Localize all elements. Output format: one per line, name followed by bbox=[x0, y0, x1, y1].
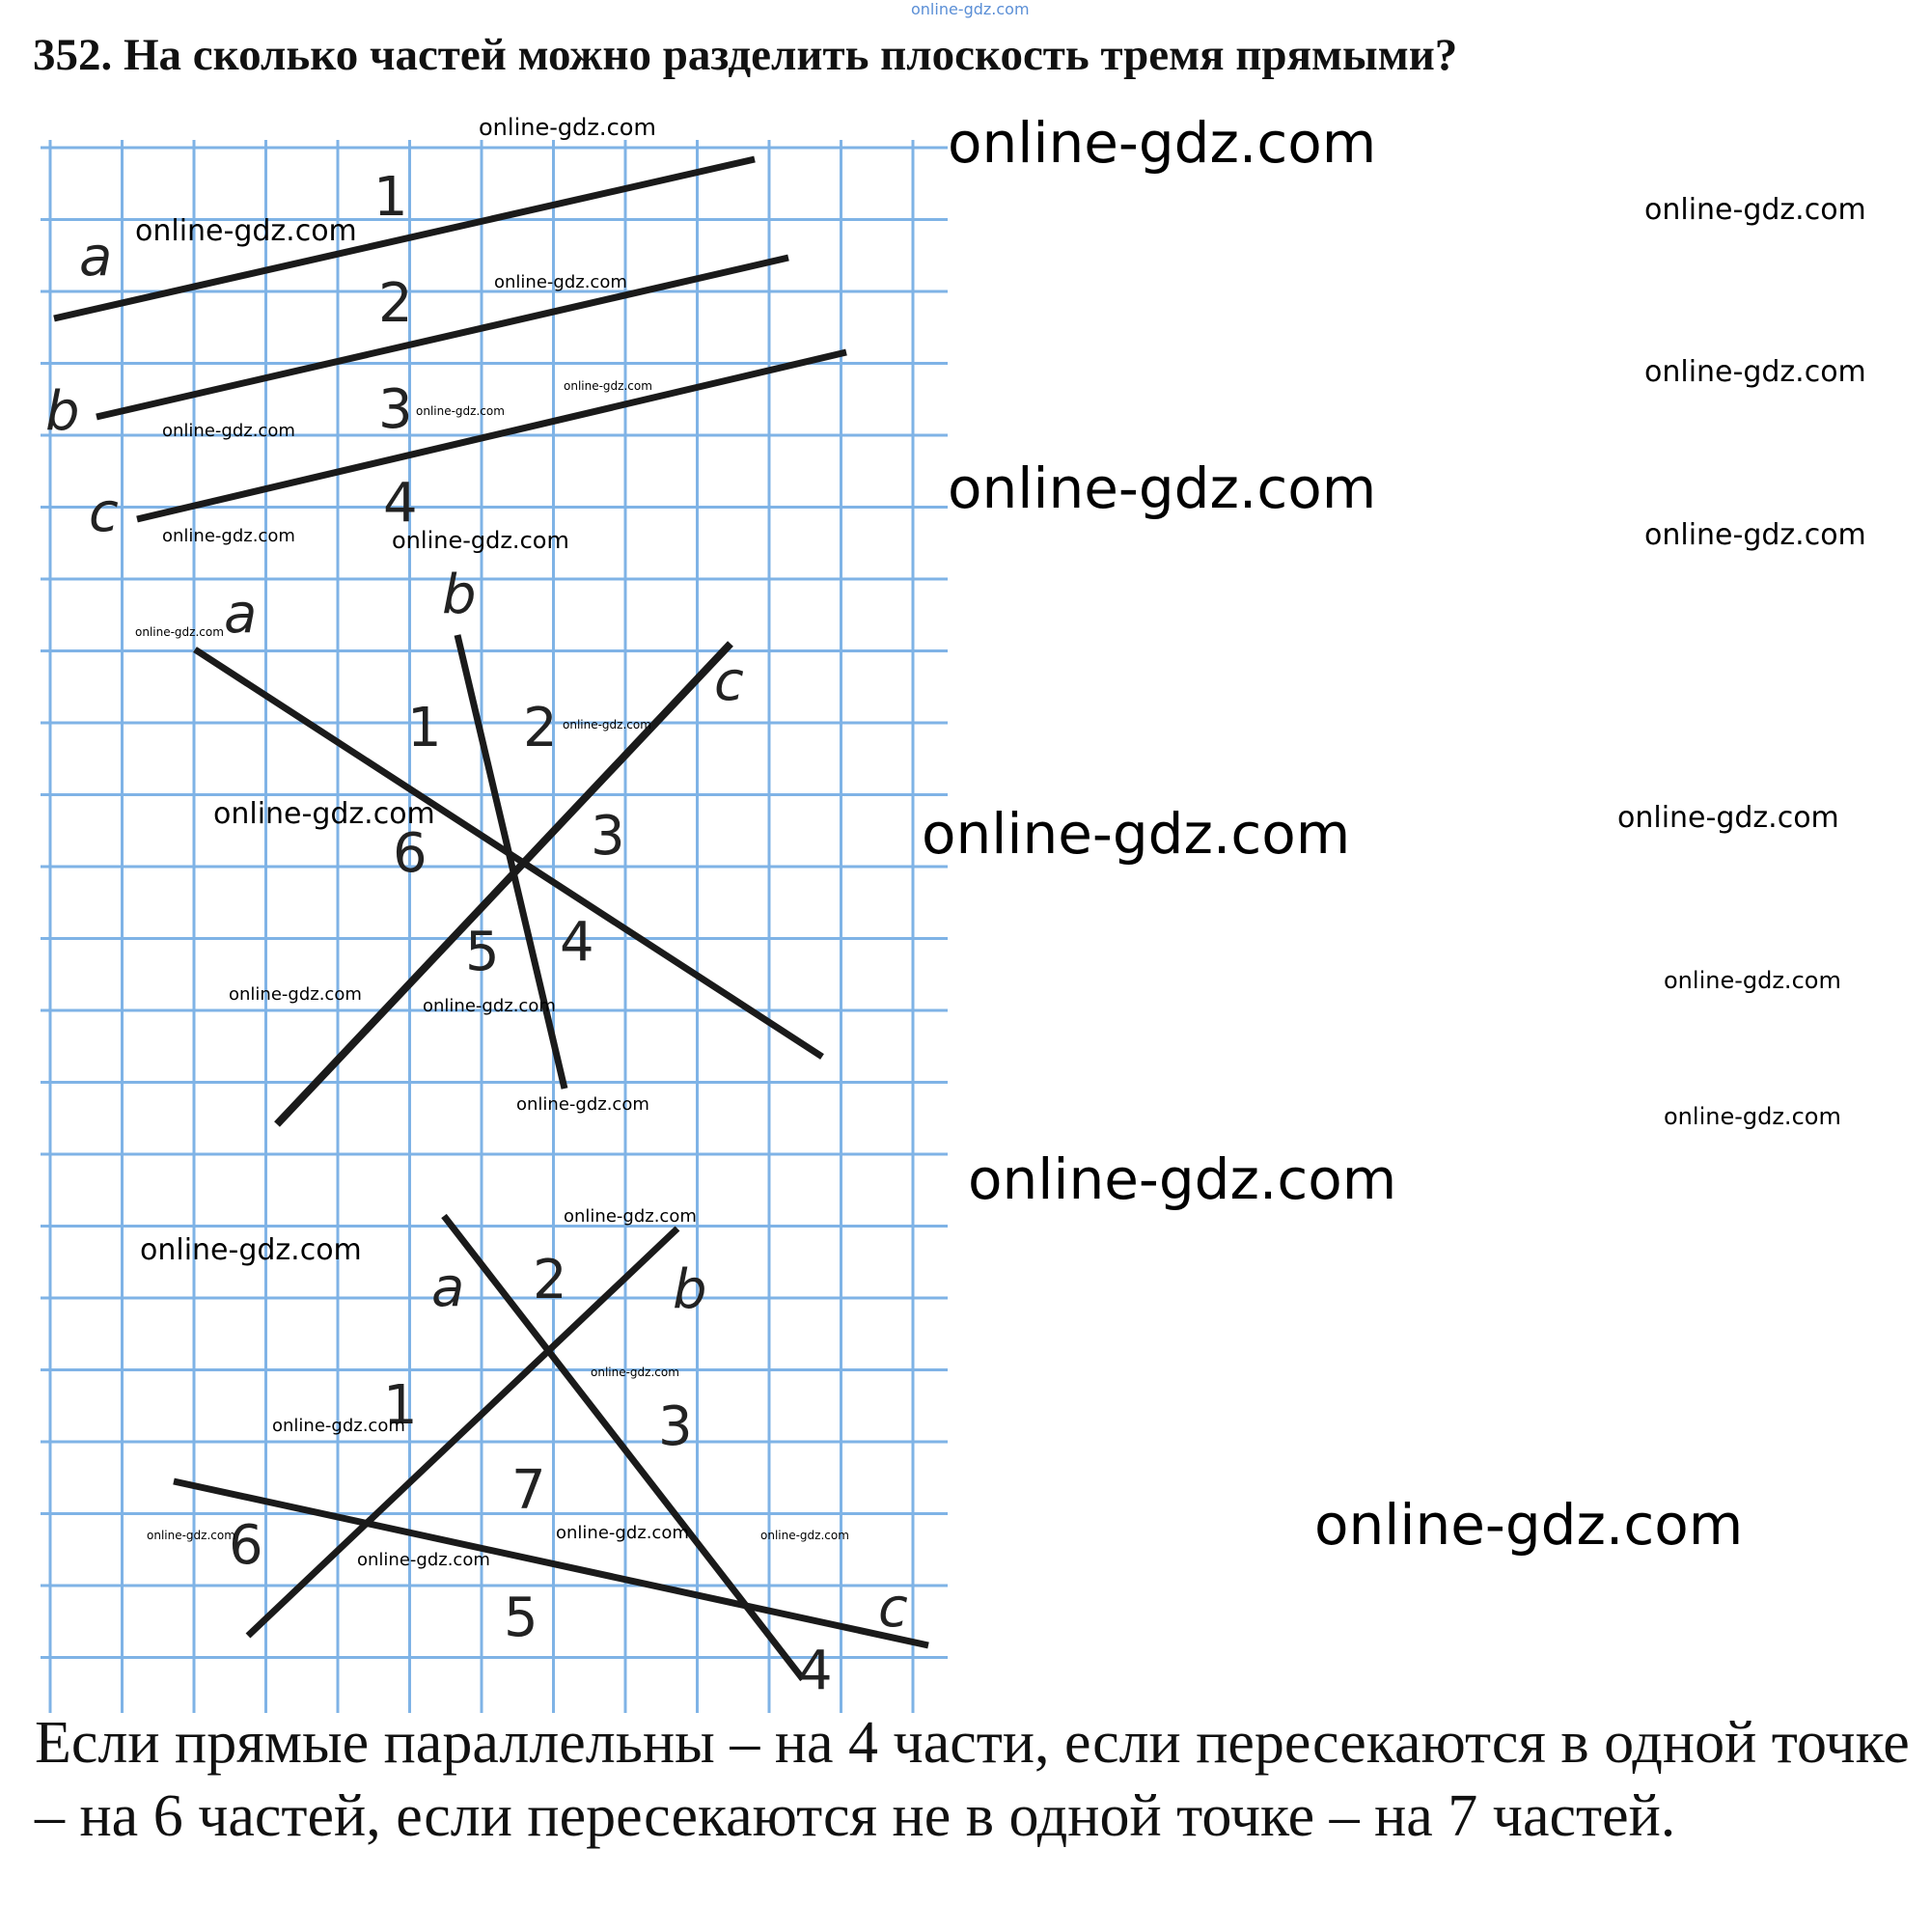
letter-a: a bbox=[431, 1256, 465, 1319]
watermark: online-gdz.com bbox=[1644, 518, 1866, 552]
watermark: online-gdz.com bbox=[563, 718, 651, 731]
region-4: 4 bbox=[560, 911, 594, 974]
region-2: 2 bbox=[523, 697, 558, 759]
watermark: online-gdz.com bbox=[135, 214, 357, 248]
region-5: 5 bbox=[504, 1587, 538, 1649]
watermark: online-gdz.com bbox=[162, 421, 295, 441]
region-2: 2 bbox=[378, 272, 413, 335]
watermark: online-gdz.com bbox=[516, 1094, 649, 1115]
region-6: 6 bbox=[229, 1514, 263, 1577]
watermark: online-gdz.com bbox=[948, 455, 1377, 521]
watermark: online-gdz.com bbox=[272, 1416, 405, 1436]
watermark: online-gdz.com bbox=[147, 1529, 235, 1542]
watermark: online-gdz.com bbox=[229, 984, 362, 1005]
watermark: online-gdz.com bbox=[948, 110, 1377, 176]
watermark: online-gdz.com bbox=[416, 404, 505, 418]
watermark: online-gdz.com bbox=[556, 1523, 689, 1543]
watermark: online-gdz.com bbox=[423, 996, 556, 1016]
region-7: 7 bbox=[511, 1459, 546, 1522]
watermark: online-gdz.com bbox=[564, 379, 652, 393]
region-4: 4 bbox=[383, 472, 418, 535]
watermark: online-gdz.com bbox=[494, 272, 627, 292]
watermark: online-gdz.com bbox=[479, 114, 656, 141]
watermark: online-gdz.com bbox=[357, 1550, 490, 1570]
grid-figure bbox=[41, 140, 948, 1713]
letter-c: c bbox=[878, 1577, 908, 1640]
top-watermark: online-gdz.com bbox=[911, 0, 1030, 18]
watermark: online-gdz.com bbox=[135, 625, 224, 639]
region-6: 6 bbox=[393, 822, 428, 885]
watermark: online-gdz.com bbox=[968, 1146, 1397, 1212]
answer-text: Если прямые параллельны – на 4 части, если пересекаются в одной точке – на 6 частей, если пересекаются не в одной точке – на 7 частей. bbox=[35, 1710, 1910, 1849]
region-3: 3 bbox=[658, 1395, 693, 1458]
watermark: online-gdz.com bbox=[1664, 967, 1841, 994]
letter-b: b bbox=[442, 564, 477, 626]
region-5: 5 bbox=[465, 921, 500, 983]
watermark: online-gdz.com bbox=[1644, 193, 1866, 227]
watermark: online-gdz.com bbox=[564, 1206, 697, 1227]
letter-c: c bbox=[714, 650, 744, 713]
watermark: online-gdz.com bbox=[591, 1366, 679, 1379]
region-1: 1 bbox=[407, 697, 442, 759]
region-4: 4 bbox=[798, 1640, 833, 1702]
letter-a: a bbox=[79, 226, 113, 289]
letter-a: a bbox=[224, 583, 258, 646]
watermark: online-gdz.com bbox=[1644, 355, 1866, 389]
watermark: online-gdz.com bbox=[1617, 801, 1839, 835]
region-3: 3 bbox=[591, 805, 625, 868]
watermark: online-gdz.com bbox=[140, 1233, 362, 1267]
watermark: online-gdz.com bbox=[1664, 1103, 1841, 1130]
watermark: online-gdz.com bbox=[1314, 1492, 1744, 1558]
region-1: 1 bbox=[383, 1374, 418, 1437]
task-title: 352. На сколько частей можно разделить плоскость тремя прямыми? bbox=[33, 30, 1458, 80]
letter-b: b bbox=[673, 1258, 707, 1321]
region-3: 3 bbox=[378, 378, 413, 441]
region-2: 2 bbox=[533, 1249, 567, 1311]
watermark: online-gdz.com bbox=[162, 526, 295, 546]
letter-b: b bbox=[45, 380, 80, 443]
watermark: online-gdz.com bbox=[760, 1529, 849, 1542]
watermark: online-gdz.com bbox=[922, 801, 1351, 867]
watermark: online-gdz.com bbox=[213, 797, 435, 831]
letter-c: c bbox=[89, 482, 119, 544]
watermark: online-gdz.com bbox=[392, 527, 569, 554]
region-1: 1 bbox=[373, 166, 408, 229]
